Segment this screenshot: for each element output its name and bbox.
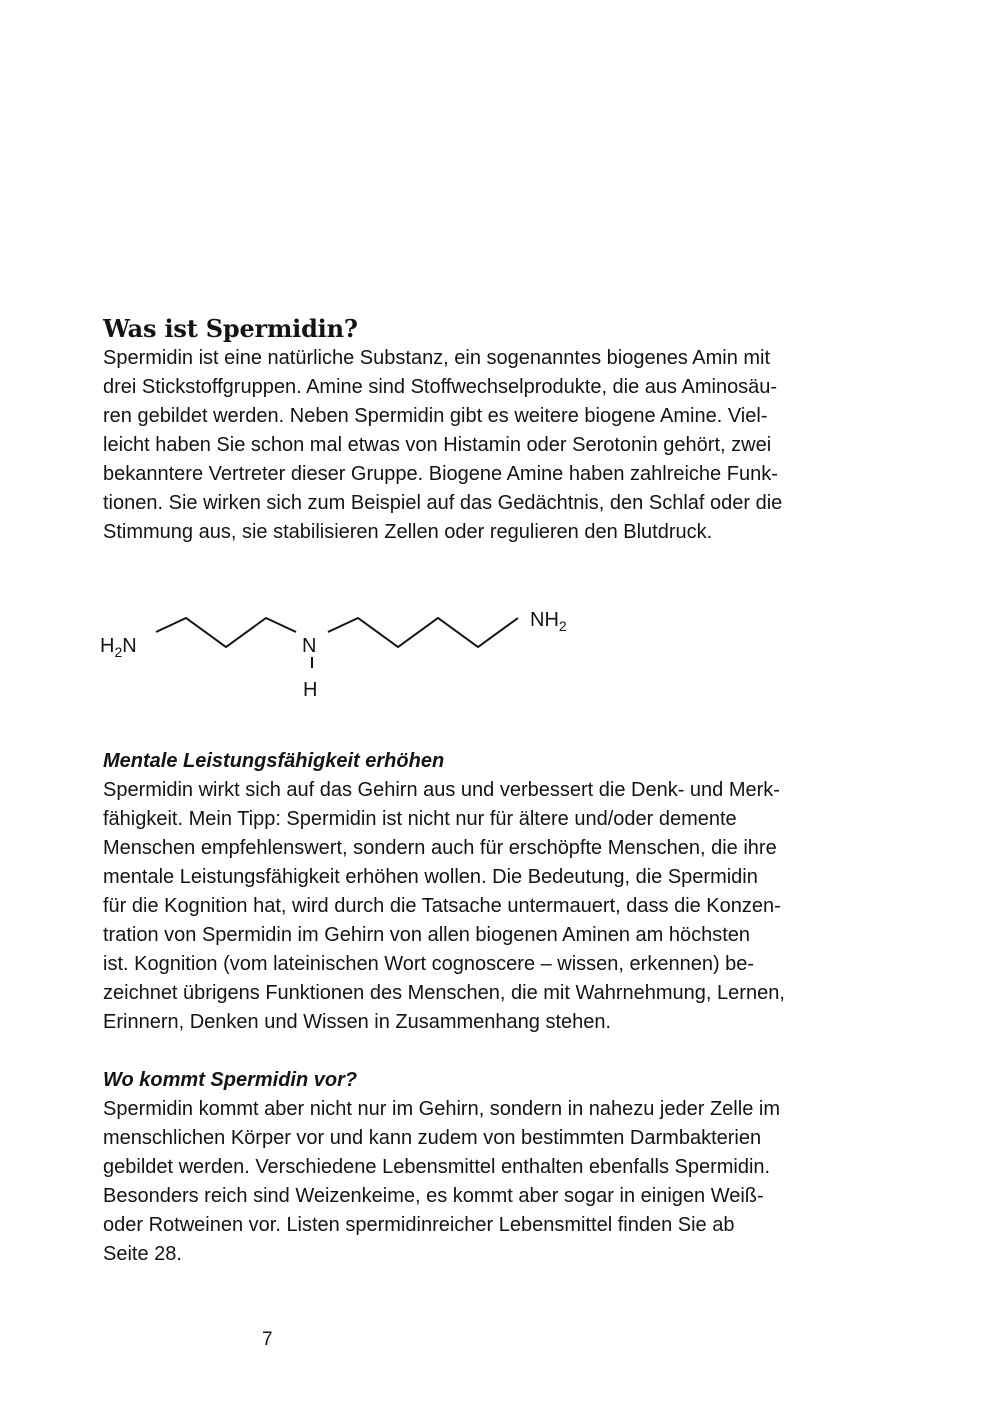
spermidine-structure-diagram xyxy=(90,590,590,710)
text-line: Besonders reich sind Weizenkeime, es kommt aber sogar in einigen Weiß- xyxy=(103,1185,764,1207)
text-line: ist. Kognition (vom lateinischen Wort cognoscere – wissen, erkennen) be- xyxy=(103,953,755,975)
text-line: leicht haben Sie schon mal etwas von Histamin oder Serotonin gehört, zwei xyxy=(103,434,772,456)
section-heading: Was ist Spermidin? xyxy=(103,314,358,343)
text-line: Menschen empfehlenswert, sondern auch für erschöpfte Menschen, die ihre xyxy=(103,837,777,859)
mental-paragraph xyxy=(103,776,843,1037)
carbon-chain-right xyxy=(328,618,518,647)
hydrogen-atom: H xyxy=(303,679,318,701)
text-line: bekanntere Vertreter dieser Gruppe. Biogene Amine haben zahlreiche Funk- xyxy=(103,463,778,485)
intro-paragraph xyxy=(103,344,843,547)
text-line: für die Kognition hat, wird durch die Tatsache untermauert, dass die Konzen- xyxy=(103,895,781,917)
vorkommen-paragraph xyxy=(103,1095,843,1269)
text-line: tration von Spermidin im Gehirn von allen biogenen Aminen am höchsten xyxy=(103,924,751,946)
text-line: gebildet werden. Verschiedene Lebensmittel enthalten ebenfalls Spermidin. xyxy=(103,1156,771,1178)
carbon-chain-left xyxy=(156,618,296,647)
text-line: Spermidin kommt aber nicht nur im Gehirn, sondern in nahezu jeder Zelle im xyxy=(103,1098,780,1120)
subheading-vorkommen: Wo kommt Spermidin vor? xyxy=(103,1069,358,1091)
amine-group-left: $H_2N$ xyxy=(100,635,137,660)
amine-group-right: $NH_2$ xyxy=(530,609,567,634)
text-line: Spermidin ist eine natürliche Substanz, ein sogenanntes biogenes Amin mit xyxy=(103,347,771,369)
text-line: mentale Leistungsfähigkeit erhöhen wollen. Die Bedeutung, die Spermidin xyxy=(103,866,758,888)
nitrogen-atom: N xyxy=(302,635,317,657)
text-line: zeichnet übrigens Funktionen des Menschen, die mit Wahrnehmung, Lernen, xyxy=(103,982,785,1004)
text-line: tionen. Sie wirken sich zum Beispiel auf das Gedächtnis, den Schlaf oder die xyxy=(103,492,783,514)
subheading-mental: Mentale Leistungsfähigkeit erhöhen xyxy=(103,750,445,772)
text-line: oder Rotweinen vor. Listen spermidinreicher Lebensmittel finden Sie ab xyxy=(103,1214,735,1236)
text-line: Seite 28. xyxy=(103,1243,182,1265)
text-line: menschlichen Körper vor und kann zudem von bestimmten Darmbakterien xyxy=(103,1127,762,1149)
text-line: Spermidin wirkt sich auf das Gehirn aus und verbessert die Denk- und Merk- xyxy=(103,779,780,801)
text-line: fähigkeit. Mein Tipp: Spermidin ist nicht nur für ältere und/oder demente xyxy=(103,808,737,830)
page-number: 7 xyxy=(262,1329,273,1350)
text-line: Stimmung aus, sie stabilisieren Zellen oder regulieren den Blutdruck. xyxy=(103,521,713,543)
text-line: Erinnern, Denken und Wissen in Zusammenhang stehen. xyxy=(103,1011,612,1033)
text-line: ren gebildet werden. Neben Spermidin gibt es weitere biogene Amine. Viel- xyxy=(103,405,768,427)
text-line: drei Stickstoffgruppen. Amine sind Stoffwechselprodukte, die aus Aminosäu- xyxy=(103,376,778,398)
